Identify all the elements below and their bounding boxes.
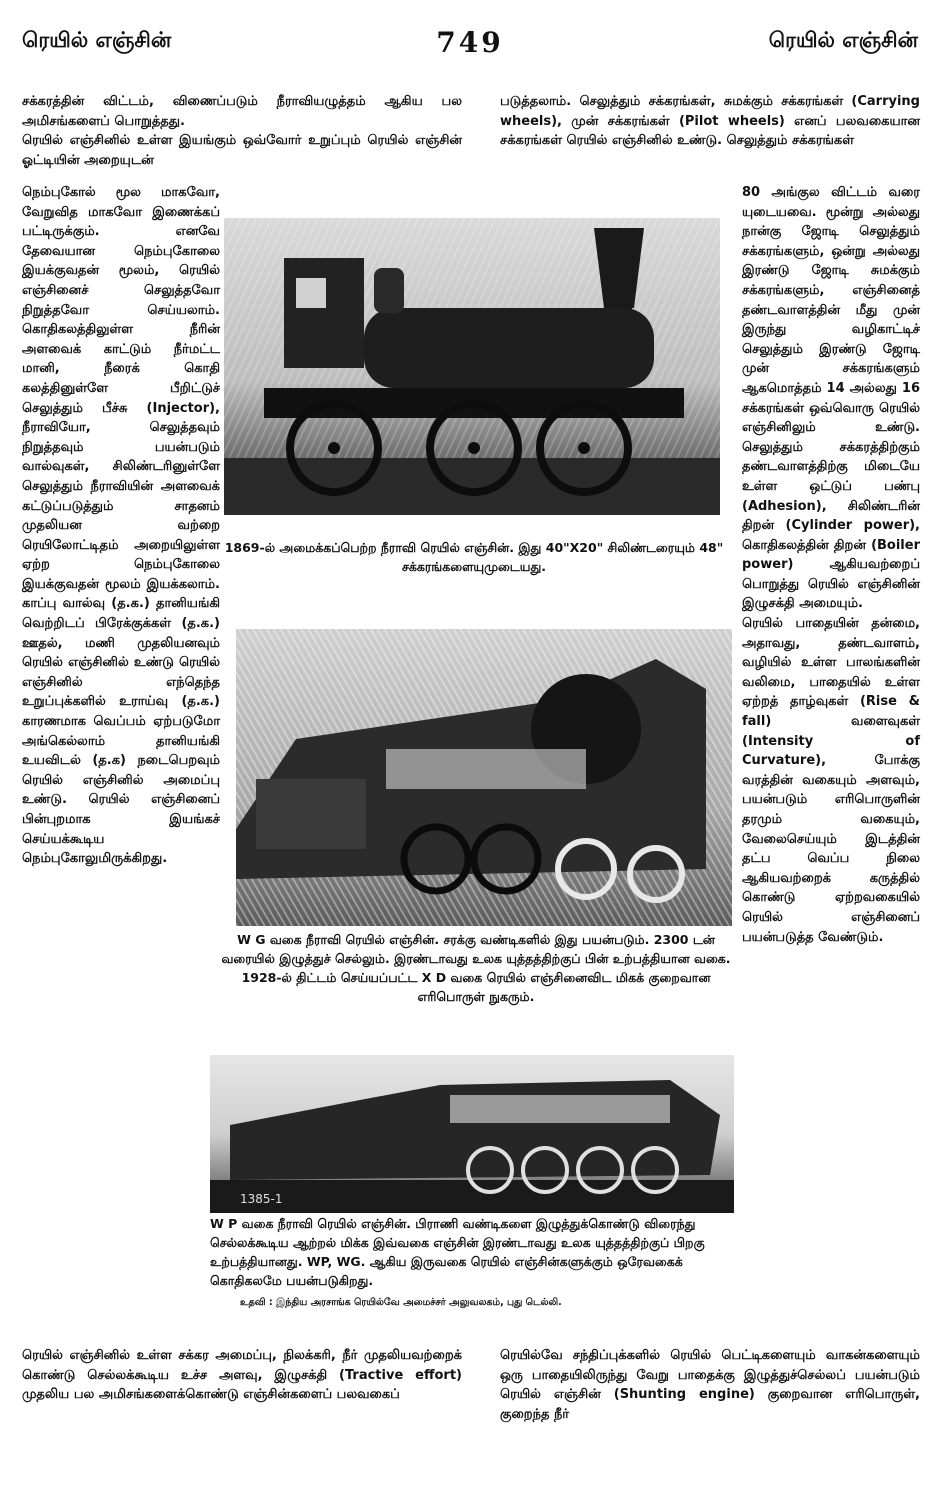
paragraph: ரெயில் பாதையின் தன்மை, அதாவது, தண்டவாளம், வழியில் உள்ள பாலங்களின் வலிமை, பாதையில் உள்ள ஏற்றத் தாழ்வுகள் (Rise & fall) வளைவுகள் (Intensity of Curvature), போக்கு வரத்தின் வகையும் அளவும், பயன்படும் எரிபொருளின் தரமும் வகையும், வேலைசெய்யும் இடத்தின் தட்ப வெப்ப நிலை ஆகியவற்றைக் கருத்தில் கொண்டு ஏற்றவகையில் ரெயில் எஞ்சினைப் பயன்படுத்த வேண்டும்.	[742, 616, 920, 945]
right-column-bottom	[500, 1346, 920, 1424]
left-column-top	[22, 92, 462, 170]
left-column-narrow	[22, 183, 220, 869]
paragraph: ரெயில் எஞ்சினில் உள்ள சக்கர அமைப்பு, நிலக்கரி, நீர் முதலியவற்றைக் கொண்டு செல்லக்கூடிய உச்ச அளவு, இழுசக்தி (Tractive effort) முதலிய பல அமிசங்களைக்கொண்டு எஞ்சின்களைப் பலவகைப்	[22, 1348, 462, 1403]
figure-caption: W P வகை நீராவி ரெயில் எஞ்சின். பிராணி வண்டிகளை இழுத்துக்கொண்டு விரைந்து செல்லக்கூடிய ஆற்றல் மிக்க இவ்வகை எஞ்சின் இரண்டாவது உலக யுத்தத்திற்குப் பிறகு உற்பத்தியானது. WP, WG. ஆகிய இருவகை ரெயில் எஞ்சின்களுக்கும் ஒரேவகைக் கொதிகலமே பயன்படுகிறது.	[210, 1216, 705, 1288]
running-head-right: ரெயில் எஞ்சின்	[768, 28, 918, 52]
locomotive-1869-photo	[224, 218, 720, 515]
figure-caption: 1869-ல் அமைக்கப்பெற்ற நீராவி ரெயில் எஞ்சின். இது 40"X20" சிலிண்டரையும் 48" சக்கரங்களையுமுடையது.	[224, 540, 724, 574]
running-head-left: ரெயில் எஞ்சின்	[22, 28, 172, 52]
wg-locomotive-photo	[236, 629, 732, 926]
wp-locomotive-photo	[210, 1055, 734, 1213]
paragraph: படுத்தலாம். செலுத்தும் சக்கரங்கள், சுமக்கும் சக்கரங்கள் (Carrying wheels), முன் சக்கரங்கள் (Pilot wheels) எனப் பலவகையான சக்கரங்கள் ரெயில் எஞ்சினில் உண்டு. செலுத்தும் சக்கரங்கள்	[500, 94, 920, 149]
engine-number-plate: 1385-1	[240, 1192, 283, 1206]
figure-caption: W G வகை நீராவி ரெயில் எஞ்சின். சரக்கு வண்டிகளில் இது பயன்படும். 2300 டன் வரையில் இழுத்துச் செல்லும். இரண்டாவது உலக யுத்தத்திற்குப் பின் உற்பத்தியான வகை. 1928-ல் திட்டம் செய்யப்பட்ட X D வகை ரெயில் எஞ்சினைவிட மிகக் குறைவான எரிபொருள் நுகரும்.	[221, 932, 731, 1004]
paragraph: சக்கரத்தின் விட்டம், விணைப்படும் நீராவியழுத்தம் ஆகிய பல அமிசங்களைப் பொறுத்தது.	[22, 94, 462, 129]
paragraph: ரெயில்வே சந்திப்புக்களில் ரெயில் பெட்டிகளையும் வாகன்களையும் ஒரு பாதையிலிருந்து வேறு பாதைக்கு இழுத்துச்செல்லப் பயன்படும் ரெயில் எஞ்சின் (Shunting engine) குறைவான எரிபொருள், குறைந்த நீர்	[500, 1348, 920, 1422]
paragraph: நெம்புகோல் மூல மாகவோ, வேறுவித மாகவோ இணைக்கப் பட்டிருக்கும். எனவே தேவையான நெம்புகோலை இயக்குவதன் மூலம், ரெயில் எஞ்சினைச் செலுத்தவோ நிறுத்தவோ செய்யலாம். கொதிகலத்திலுள்ள நீரின் அளவைக் காட்டும் நீர்மட்ட மானி, நீரைக் கொதி கலத்தினுள்ளே பீறிட்டுச் செலுத்தும் பீச்சு (Injector), நீராவியோ, செலுத்தவும் நிறுத்தவும் பயன்படும் வால்வுகள், சிலிண்டரினுள்ளே செலுத்தும் நீராவியின் அளவைக் கட்டுப்படுத்தும் சாதனம் முதலியன வற்றை ரெயிலோட்டிதம் அறையிலுள்ள ஏற்ற நெம்புகோலை இயக்குவதன் மூலம் இயக்கலாம். காப்பு வால்வு (த.க.) தானியங்கி வெற்றிடப் பிரேக்குக்கள் (த.க.) ஊதல், மணி முதலியனவும் ரெயில் எஞ்சினில் உண்டு ரெயில் எஞ்சினில் எந்தெந்த உறுப்புக்களில் உராய்வு (த.க.) காரணமாக வெப்பம் ஏற்படுமோ அங்கெல்லாம் தானியங்கி உயவிடல் (த.க) நடைபெறவும் ரெயில் எஞ்சினில் அமைப்பு உண்டு. ரெயில் எஞ்சினைப் பின்புறமாக இயங்கச் செய்யக்கூடிய நெம்புகோலுமிருக்கிறது.	[22, 185, 220, 867]
left-column-bottom	[22, 1346, 462, 1405]
photo-credit: உதவி : இந்திய அரசாங்க ரெயில்வே அமைச்சர் அலுவலகம், புது டெல்லி.	[240, 1297, 562, 1308]
right-column-narrow	[742, 183, 920, 947]
paragraph: ரெயில் எஞ்சினில் உள்ள இயங்கும் ஒவ்வோர் உறுப்பும் ரெயில் எஞ்சின் ஓட்டியின் அறையுடன்	[22, 133, 462, 168]
paragraph: 80 அங்குல விட்டம் வரை யுடையவை. மூன்று அல்லது நான்கு ஜோடி செலுத்தும் சக்கரங்களும், ஒன்று அல்லது இரண்டு ஜோடி சுமக்கும் சக்கரங்களும், எஞ்சினைத் தண்டவாளத்தின் மீது முன் இருந்து வழிகாட்டிச் செலுத்தும் இரண்டு ஜோடி முன் சக்கரங்களும் ஆகமொத்தம் 14 அல்லது 16 சக்கரங்கள் ஒவ்வொரு ரெயில் எஞ்சினிலும் உண்டு. செலுத்தும் சக்கரத்திற்கும் தண்டவாளத்திற்கு மிடையே உள்ள ஒட்டுப் பண்பு (Adhesion), சிலிண்டரின் திறன் (Cylinder power), கொதிகலத்தின் திறன் (Boiler power) ஆகியவற்றைப் பொறுத்து ரெயில் எஞ்சினின் இழுசக்தி அமையும்.	[742, 185, 920, 612]
page-number: 749	[436, 26, 504, 59]
right-column-top	[500, 92, 920, 151]
